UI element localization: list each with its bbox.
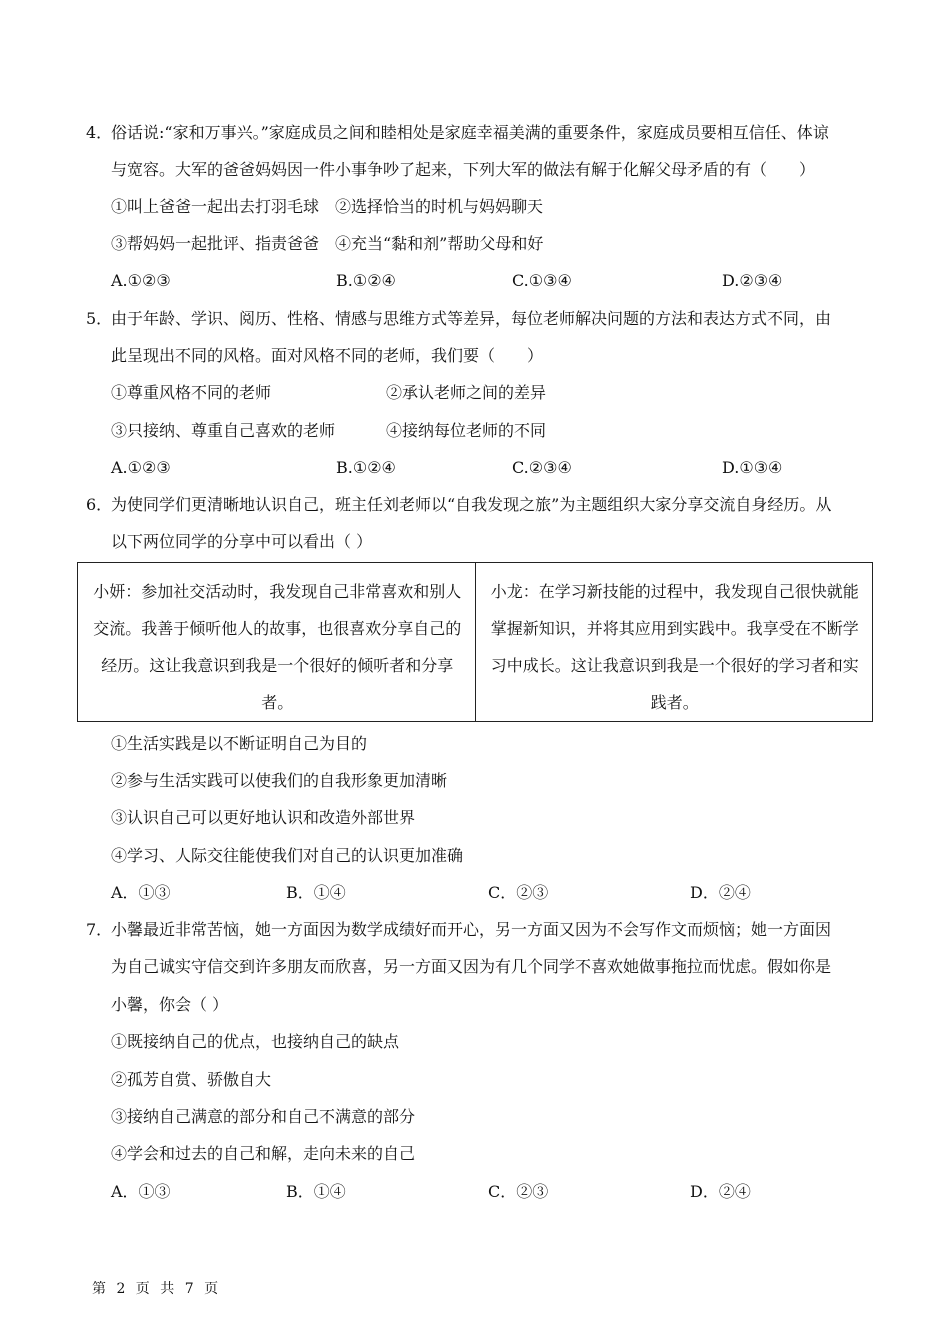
q6-number: 6． [86,495,113,514]
q6-option-a: A．①③ [111,883,171,902]
q6-share-table [77,562,873,722]
q4-item-line-2: ③帮妈妈一起批评、指责爸爸 ④充当“黏和剂”帮助父母和好 [111,234,544,253]
q5-item-4: ④接纳每位老师的不同 [386,421,547,440]
page-footer: 第 2 页 共 7 页 [92,1281,222,1297]
q6-item-3: ③认识自己可以更好地认识和改造外部世界 [111,808,416,827]
q6-table-cell-xiaoyan: 小妍：参加社交活动时，我发现自己非常喜欢和别人交流。我善于倾听他人的故事，也很喜欢分享自己的经历。这让我意识到我是一个很好的倾听者和分享者。 [93,582,462,712]
q7-stem-line-2: 为自己诚实守信交到许多朋友而欣喜，另一方面又因为有几个同学不喜欢她做事拖拉而忧虑。假如你是 [111,957,832,976]
q6-stem-line-2: 以下两位同学的分享中可以看出（ ） [111,532,373,551]
q4-option-d: D.②③④ [722,271,783,290]
q4-item-line-1: ①叫上爸爸一起出去打羽毛球 ②选择恰当的时机与妈妈聊天 [111,197,544,216]
q5-item-1: ①尊重风格不同的老师 [111,383,272,402]
q7-item-4: ④学会和过去的自己和解，走向未来的自己 [111,1144,416,1163]
q7-item-3: ③接纳自己满意的部分和自己不满意的部分 [111,1107,416,1126]
q6-table-cell-xiaolong: 小龙：在学习新技能的过程中，我发现自己很快就能掌握新知识，并将其应用到实践中。我享受在不断学习中成长。这让我意识到我是一个很好的学习者和实践者。 [475,563,873,721]
q6-item-2: ②参与生活实践可以使我们的自我形象更加清晰 [111,771,448,790]
q6-item-1: ①生活实践是以不断证明自己为目的 [111,734,368,753]
q6-item-4: ④学习、人际交往能使我们对自己的认识更加准确 [111,846,464,865]
q7-stem-line-1: 小馨最近非常苦恼，她一方面因为数学成绩好而开心，另一方面又因为不会写作文而烦恼；她一方面因 [111,920,832,939]
q6-option-c: C．②③ [488,883,549,902]
q7-number: 7． [86,920,113,939]
q4-number: 4． [86,123,113,142]
q5-option-b: B.①②④ [336,458,396,477]
q5-item-3: ③只接纳、尊重自己喜欢的老师 [111,421,336,440]
q5-stem-line-1: 由于年龄、学识、阅历、性格、情感与思维方式等差异，每位老师解决问题的方法和表达方式不同，由 [111,309,832,328]
q7-option-d: D．②④ [690,1182,751,1201]
q7-item-2: ②孤芳自赏、骄傲自大 [111,1070,272,1089]
q4-stem-line-1: 俗话说:“家和万事兴。”家庭成员之间和睦相处是家庭幸福美满的重要条件，家庭成员要相互信任、体谅 [111,123,829,142]
q6-option-d: D．②④ [690,883,751,902]
q4-option-a: A.①②③ [111,271,171,290]
q7-item-1: ①既接纳自己的优点，也接纳自己的缺点 [111,1032,400,1051]
q6-stem-line-1: 为使同学们更清晰地认识自己，班主任刘老师以“自我发现之旅”为主题组织大家分享交流自身经历。从 [111,495,832,514]
q4-stem-line-2: 与宽容。大军的爸爸妈妈因一件小事争吵了起来，下列大军的做法有解于化解父母矛盾的有（ ） [111,160,816,179]
q4-option-c: C.①③④ [512,271,572,290]
q7-option-a: A．①③ [111,1182,171,1201]
q5-stem-line-2: 此呈现出不同的风格。面对风格不同的老师，我们要（ ） [111,346,544,365]
q5-option-c: C.②③④ [512,458,572,477]
q4-option-b: B.①②④ [336,271,396,290]
q5-option-a: A.①②③ [111,458,171,477]
q6-option-b: B．①④ [286,883,346,902]
q5-item-2: ②承认老师之间的差异 [386,383,547,402]
q7-option-c: C．②③ [488,1182,549,1201]
q7-stem-line-3: 小馨，你会（ ） [111,995,229,1014]
q5-option-d: D.①③④ [722,458,783,477]
q5-number: 5． [86,309,113,328]
q7-option-b: B．①④ [286,1182,346,1201]
